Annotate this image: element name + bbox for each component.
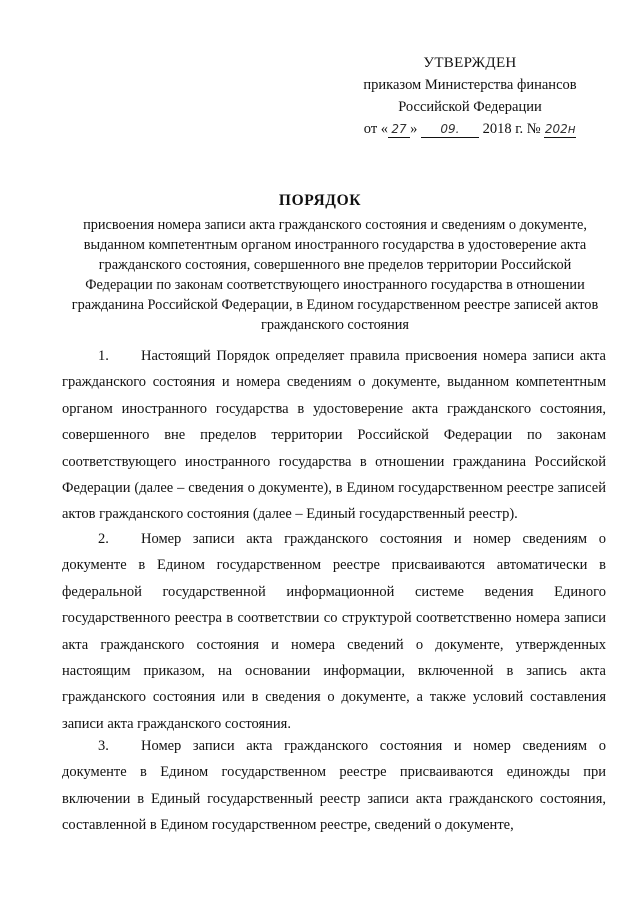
paragraph-text: Настоящий Порядок определяет правила присвоения номера записи акта гражданского состояния и номера сведениям о документе, выданном компетентным органом иностранного государства в удостоверение акта гражданского состояния, совершенного вне пределов территории Российской Федерации по законам соответствующего иностранного государства в отношении гражданина Российской Федерации (далее – сведения о документе), в Едином государственном реестре записей актов гражданского состояния (далее – Единый государственный реестр). <box>62 348 606 523</box>
paragraph-text: Номер записи акта гражданского состояния и номер сведениям о документе в Едином государственном реестре присваиваются автоматически в федеральной государственной информационной системе ведения Единого государственного реестра в соответствии со структурой соответственно номера записи акта гражданского состояния и номера сведений о документе, утвержденных настоящим приказом, на основании информации, включенной в запись акта гражданского состояния или в сведения о документе, а также условий составления записи акта гражданского состояния. <box>62 531 606 732</box>
paragraph-number: 3. <box>98 738 109 754</box>
approval-line-ministry: приказом Министерства финансов <box>363 77 577 93</box>
order-number: 202н <box>544 122 576 136</box>
approval-title: УТВЕРЖДЕН <box>423 55 517 71</box>
date-day: 27 <box>388 121 410 138</box>
date-prefix: от « <box>363 121 389 137</box>
date-year: 2018 г. № <box>482 121 541 137</box>
document-title: ПОРЯДОК <box>278 192 362 209</box>
approval-line-country: Российской Федерации <box>398 99 542 115</box>
approval-date-line <box>340 118 600 140</box>
paragraph-3 <box>62 733 606 839</box>
date-month: 09. <box>421 121 479 138</box>
paragraph-number: 2. <box>98 531 109 547</box>
paragraph-number: 1. <box>98 348 109 364</box>
date-mid: » <box>410 121 418 137</box>
paragraph-text: Номер записи акта гражданского состояния и номер сведениям о документе в Едином государственном реестре присваиваются единожды при включении в Единый государственный реестр записи акта гражданского состояния, составленной в Едином государственном реестре, сведений о документе, <box>62 738 606 834</box>
approval-block <box>340 52 600 140</box>
paragraph-1 <box>62 343 606 528</box>
document-subtitle: присвоения номера записи акта гражданского состояния и сведениям о документе, выданном компетентным органом иностранного государства в удостоверение акта гражданского состояния, совершенного вне пределов территории Российской Федерации по законам соответствующего иностранного государства в отношении гражданина Российской Федерации, в Едином государственном реестре записей актов гражданского состояния <box>71 217 599 333</box>
paragraph-2 <box>62 526 606 737</box>
